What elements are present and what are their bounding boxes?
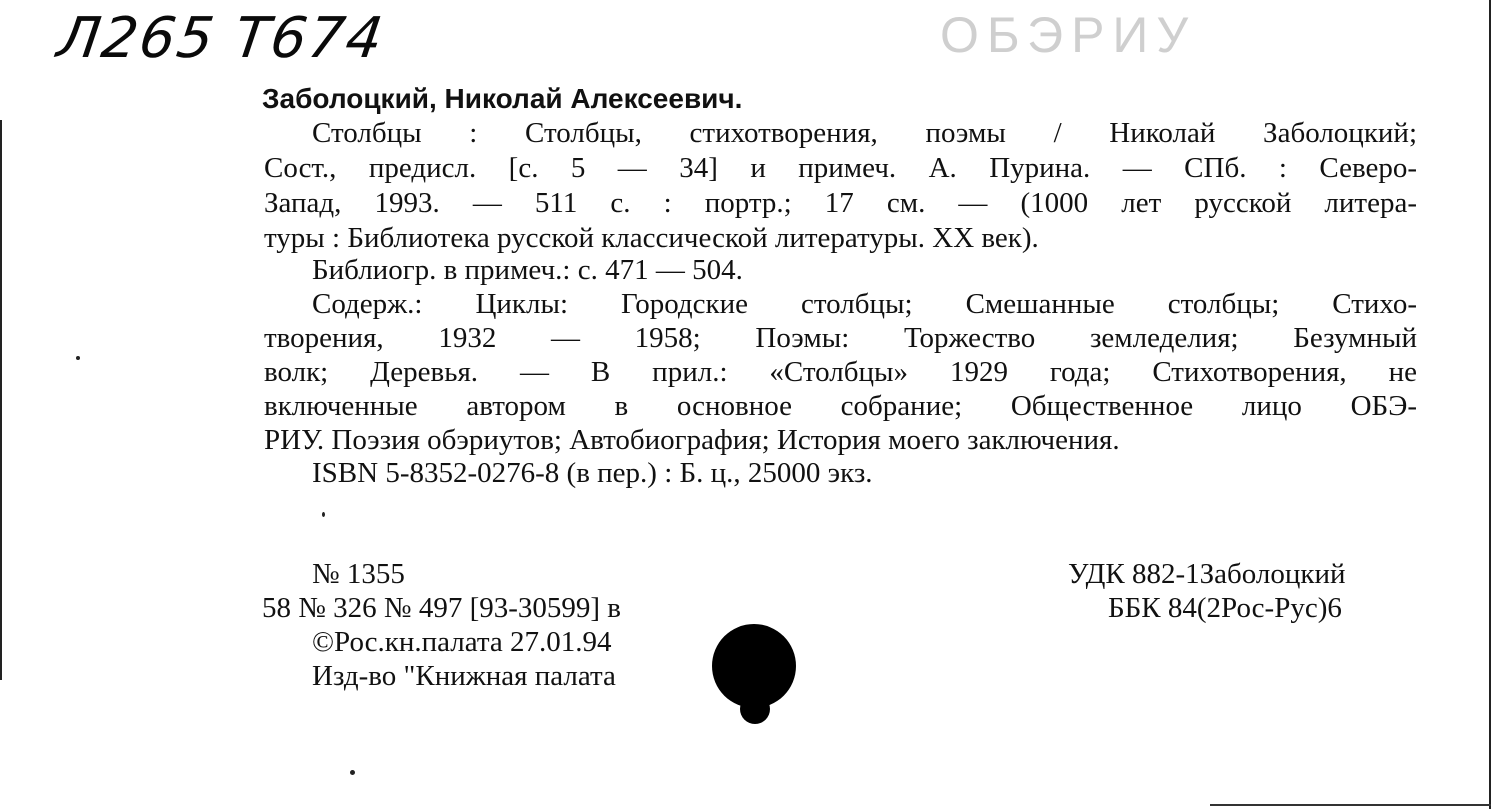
scan-speck [322,512,325,517]
isbn-line: ISBN 5-8352-0276-8 (в пер.) : Б. ц., 25000 экз. [312,457,873,489]
scan-speck [350,770,355,775]
description-line: Столбцы : Столбцы, стихотворения, поэмы / Николай Заболоцкий; [312,117,1417,149]
contents-line: Содерж.: Циклы: Городские столбцы; Смешанные столбцы; Стихо- [312,288,1417,320]
bibliography-note: Библиогр. в примеч.: с. 471 — 504. [312,254,743,286]
udk-code: УДК 882-1Заболоцкий [1068,558,1346,590]
description-line: Запад, 1993. — 511 с. : портр.; 17 см. — (1000 лет русской литера- [264,187,1417,219]
scan-speck [76,356,80,360]
faded-stamp: ОБЭРИУ [940,7,1197,63]
contents-line: волк; Деревья. — В прил.: «Столбцы» 1929 года; Стихотворения, не [264,356,1417,388]
contents-line: включенные автором в основное собрание; Общественное лицо ОБЭ- [264,390,1417,422]
card-left-edge [0,120,2,680]
card-bottom-edge [1210,804,1491,806]
chamber-copyright: ©Рос.кн.палата 27.01.94 [312,626,612,658]
contents-line: РИУ. Поэзия обэриутов; Автобиография; История моего заключения. [264,424,1120,456]
registry-number: № 1355 [312,558,405,590]
ink-blot [712,624,796,708]
registry-codes: 58 № 326 № 497 [93-30599] в [262,592,622,624]
publisher-line: Изд-во "Книжная палата [312,660,616,692]
contents-line: творения, 1932 — 1958; Поэмы: Торжество земледелия; Безумный [264,322,1417,354]
description-line: Сост., предисл. [с. 5 — 34] и примеч. А. Пурина. — СПб. : Северо- [264,152,1417,184]
handwritten-shelf-number: Л265 Т674 [53,6,389,71]
description-line: туры : Библиотека русской классической литературы. XX век). [264,222,1039,254]
author-heading: Заболоцкий, Николай Алексеевич. [262,83,743,114]
bbk-code: ББК 84(2Рос-Рус)6 [1108,592,1342,624]
